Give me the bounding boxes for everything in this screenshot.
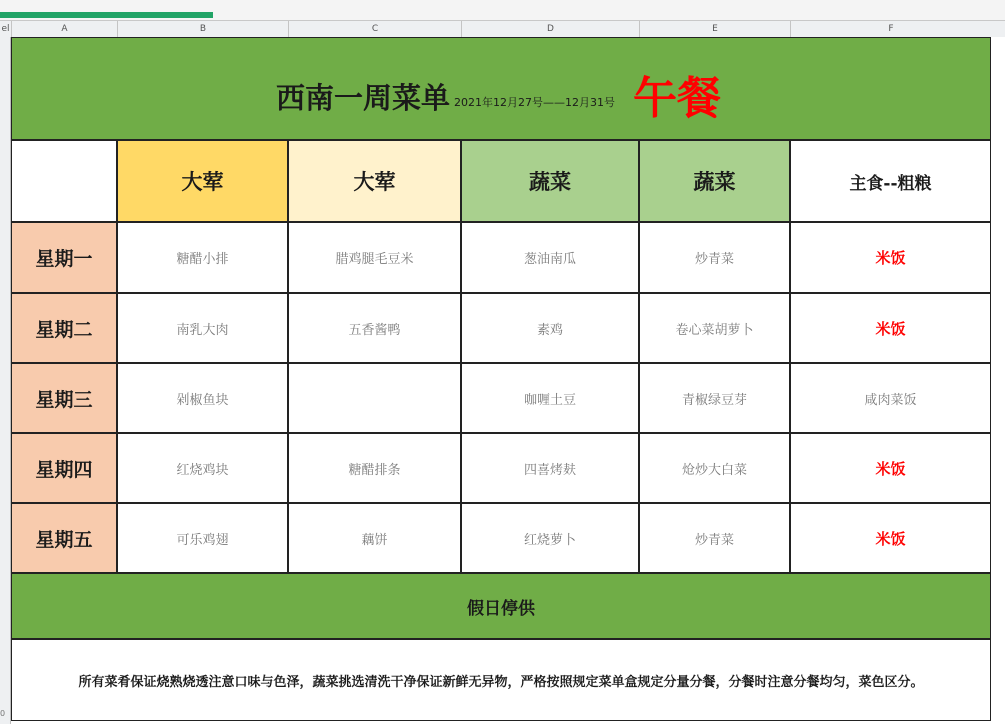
table-cell[interactable]: 咖喱土豆: [461, 363, 639, 433]
menu-title: 西南一周菜单: [276, 81, 451, 115]
next-column-area: [991, 37, 1005, 724]
table-cell[interactable]: 糖醋排条: [288, 433, 461, 503]
staple-cell[interactable]: 米饭: [790, 222, 991, 293]
meal-label: 午餐: [633, 73, 721, 124]
table-cell[interactable]: 糖醋小排: [117, 222, 288, 293]
table-cell[interactable]: 葱油南瓜: [461, 222, 639, 293]
holiday-row[interactable]: 假日停供: [11, 573, 991, 639]
staple-cell[interactable]: 米饭: [790, 433, 991, 503]
staple-cell[interactable]: 咸肉菜饭: [790, 363, 991, 433]
row-header-strip: [0, 37, 11, 724]
table-cell[interactable]: 四喜烤麸: [461, 433, 639, 503]
staple-cell[interactable]: 米饭: [790, 293, 991, 363]
table-cell[interactable]: 可乐鸡翅: [117, 503, 288, 573]
window-top-bar: [0, 0, 1005, 20]
active-sheet-indicator: [0, 12, 213, 18]
table-cell[interactable]: 腊鸡腿毛豆米: [288, 222, 461, 293]
footer-note[interactable]: 所有菜肴保证烧熟烧透注意口味与色泽，蔬菜挑选清洗干净保证新鲜无异物，严格按照规定菜单盒规定分量分餐，分餐时注意分餐均匀，菜色区分。: [11, 639, 991, 721]
table-cell[interactable]: 素鸡: [461, 293, 639, 363]
day-friday[interactable]: 星期五: [11, 503, 117, 573]
date-range: 2021年12月27号——12月31号: [454, 96, 615, 109]
day-thursday[interactable]: 星期四: [11, 433, 117, 503]
day-monday[interactable]: 星期一: [11, 222, 117, 293]
title-banner[interactable]: [11, 37, 991, 140]
column-header-f[interactable]: F: [790, 21, 991, 38]
row-header-corner[interactable]: el: [1, 24, 10, 34]
column-header-e[interactable]: E: [639, 21, 790, 38]
corner-cell[interactable]: [11, 140, 117, 222]
column-header-c[interactable]: C: [288, 21, 461, 38]
day-tuesday[interactable]: 星期二: [11, 293, 117, 363]
table-cell[interactable]: 五香酱鸭: [288, 293, 461, 363]
table-cell[interactable]: 红烧萝卜: [461, 503, 639, 573]
table-cell[interactable]: 炒青菜: [639, 503, 790, 573]
column-header-b[interactable]: B: [117, 21, 288, 38]
table-cell[interactable]: 卷心菜胡萝卜: [639, 293, 790, 363]
header-veg-2[interactable]: 蔬菜: [639, 140, 790, 222]
table-cell[interactable]: 红烧鸡块: [117, 433, 288, 503]
table-cell-empty[interactable]: [288, 363, 461, 433]
row-number[interactable]: 0: [0, 709, 6, 718]
staple-cell[interactable]: 米饭: [790, 503, 991, 573]
header-meat-1[interactable]: 大荤: [117, 140, 288, 222]
table-cell[interactable]: 藕饼: [288, 503, 461, 573]
table-cell[interactable]: 南乳大肉: [117, 293, 288, 363]
column-header-a[interactable]: A: [11, 21, 117, 38]
header-veg-1[interactable]: 蔬菜: [461, 140, 639, 222]
day-wednesday[interactable]: 星期三: [11, 363, 117, 433]
table-cell[interactable]: 剁椒鱼块: [117, 363, 288, 433]
table-cell[interactable]: 青椒绿豆芽: [639, 363, 790, 433]
header-staple[interactable]: 主食--粗粮: [790, 140, 991, 222]
table-cell[interactable]: 炒青菜: [639, 222, 790, 293]
column-header-d[interactable]: D: [461, 21, 639, 38]
header-meat-2[interactable]: 大荤: [288, 140, 461, 222]
table-cell[interactable]: 炝炒大白菜: [639, 433, 790, 503]
